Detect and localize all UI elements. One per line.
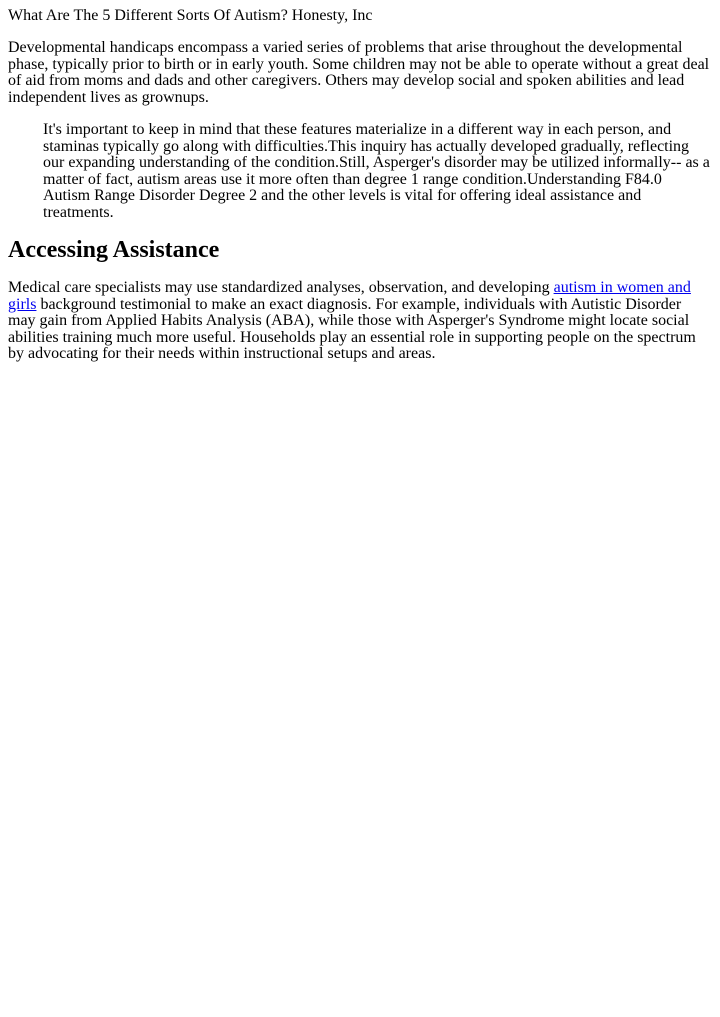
section-heading: Accessing Assistance <box>8 237 220 263</box>
section-text-before-link: Medical care specialists may use standardized analyses, observation, and developing <box>8 279 554 296</box>
section-paragraph <box>8 280 712 363</box>
quote-block: It's important to keep in mind that these features materialize in a different way in each person, and staminas typically go along with difficulties.This inquiry has actually developed gradually, reflecting our expanding understanding of the condition.Still, Asperger's disorder may be utilized informally-- as a matter of fact, autism areas use it more often than degree 1 range condition.Understanding F84.0 Autism Range Disorder Degree 2 and the other levels is vital for offering ideal assistance and treatments. <box>43 121 710 221</box>
document-page <box>0 0 720 363</box>
section-text-after-link: background testimonial to make an exact diagnosis. For example, individuals with Autistic Disorder may gain from Applied Habits Analysis (ABA), while those with Asperger's Syndrome might locate social abilities training much more useful. Households play an essential role in supporting people on the spectrum by advocating for their needs within instructional setups and areas. <box>8 295 696 362</box>
autism-women-girls-link[interactable]: autism in women and girls <box>8 279 691 313</box>
document-title: What Are The 5 Different Sorts Of Autism? Honesty, Inc <box>8 7 373 24</box>
intro-paragraph: Developmental handicaps encompass a varied series of problems that arise throughout the developmental phase, typically prior to birth or in early youth. Some children may not be able to operate without a great deal of aid from moms and dads and other caregivers. Others may develop social and spoken abilities and lead independent lives as grownups. <box>8 39 710 106</box>
